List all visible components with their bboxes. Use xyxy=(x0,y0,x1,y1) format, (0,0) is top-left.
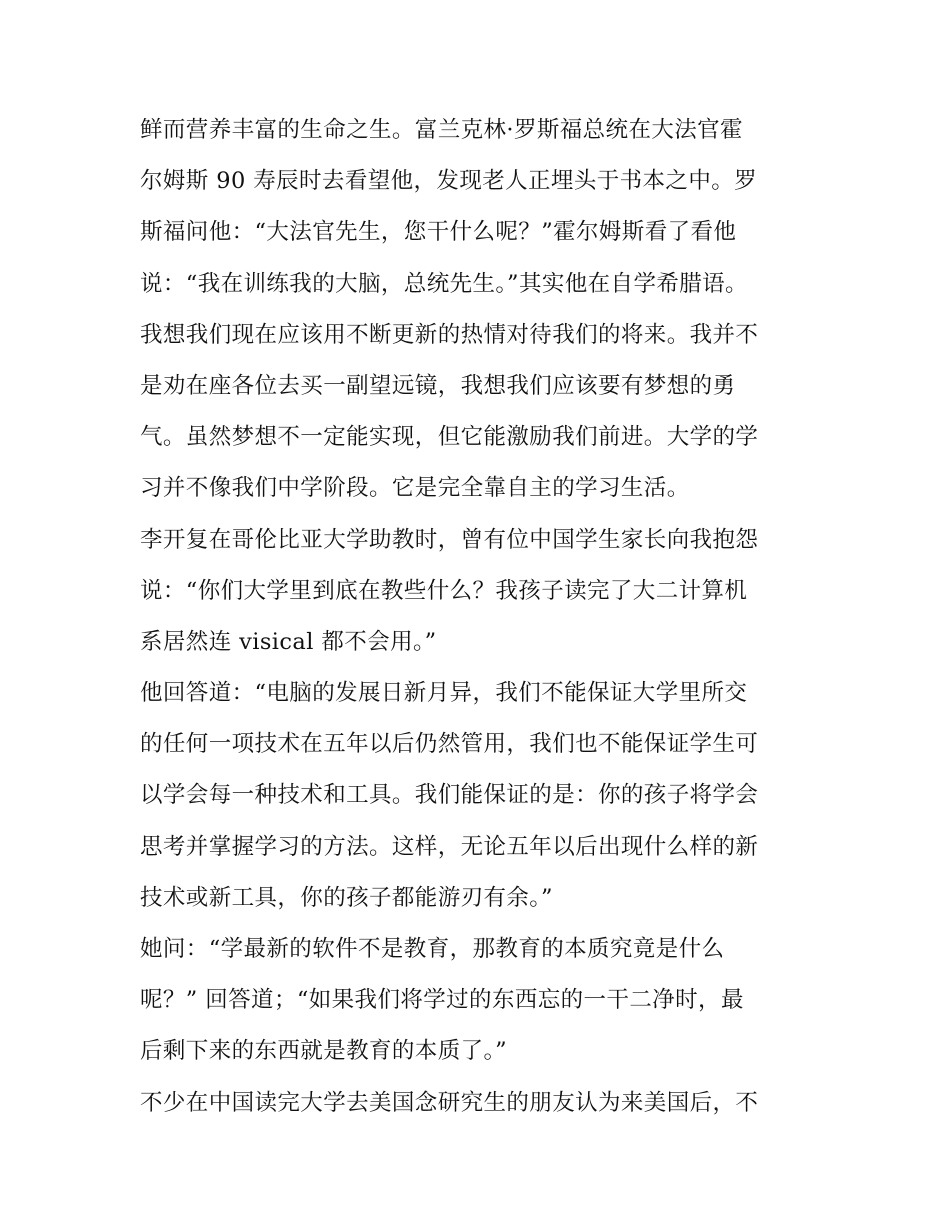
text-line: 后剩下来的东西就是教育的本质了。” xyxy=(140,1038,508,1065)
text-line: 不少在中国读完大学去美国念研究生的朋友认为来美国后，不 xyxy=(140,1089,759,1116)
text-line: 我想我们现在应该用不断更新的热情对待我们的将来。我并不 xyxy=(140,321,759,348)
text-line: 说：“你们大学里到底在教些什么？我孩子读完了大二计算机 xyxy=(140,577,748,604)
text-line: 思考并掌握学习的方法。这样，无论五年以后出现什么样的新 xyxy=(140,833,759,860)
text-line: 说：“我在训练我的大脑，总统先生。”其实他在自学希腊语。 xyxy=(140,270,748,297)
text-line: 斯福问他：“大法官先生，您干什么呢？”霍尔姆斯看了看他 xyxy=(140,219,737,246)
text-line: 系居然连 visical 都不会用。” xyxy=(140,628,437,655)
text-line: 是劝在座各位去买一副望远镜，我想我们应该要有梦想的勇 xyxy=(140,372,736,399)
text-line: 尔姆斯 90 寿辰时去看望他，发现老人正埋头于书本之中。罗 xyxy=(140,168,758,195)
text-line: 鲜而营养丰富的生命之生。富兰克林·罗斯福总统在大法官霍 xyxy=(140,117,743,143)
text-line: 他回答道：“电脑的发展日新月异，我们不能保证大学里所交 xyxy=(140,680,748,707)
text-line: 李开复在哥伦比亚大学助教时，曾有位中国学生家长向我抱怨 xyxy=(140,526,759,553)
text-line: 技术或新工具，你的孩子都能游刃有余。” xyxy=(140,884,553,911)
text-line: 以学会每一种技术和工具。我们能保证的是：你的孩子将学会 xyxy=(140,782,759,809)
text-line: 的任何一项技术在五年以后仍然管用，我们也不能保证学生可 xyxy=(140,731,759,758)
body-text xyxy=(140,105,830,1129)
text-line: 习并不像我们中学阶段。它是完全靠自主的学习生活。 xyxy=(140,475,690,502)
text-line: 气。虽然梦想不一定能实现，但它能激励我们前进。大学的学 xyxy=(140,424,759,451)
text-line: 呢？” 回答道；“如果我们将学过的东西忘的一干二净时，最 xyxy=(140,987,744,1014)
text-line: 她问：“学最新的软件不是教育，那教育的本质究竟是什么 xyxy=(140,936,725,962)
